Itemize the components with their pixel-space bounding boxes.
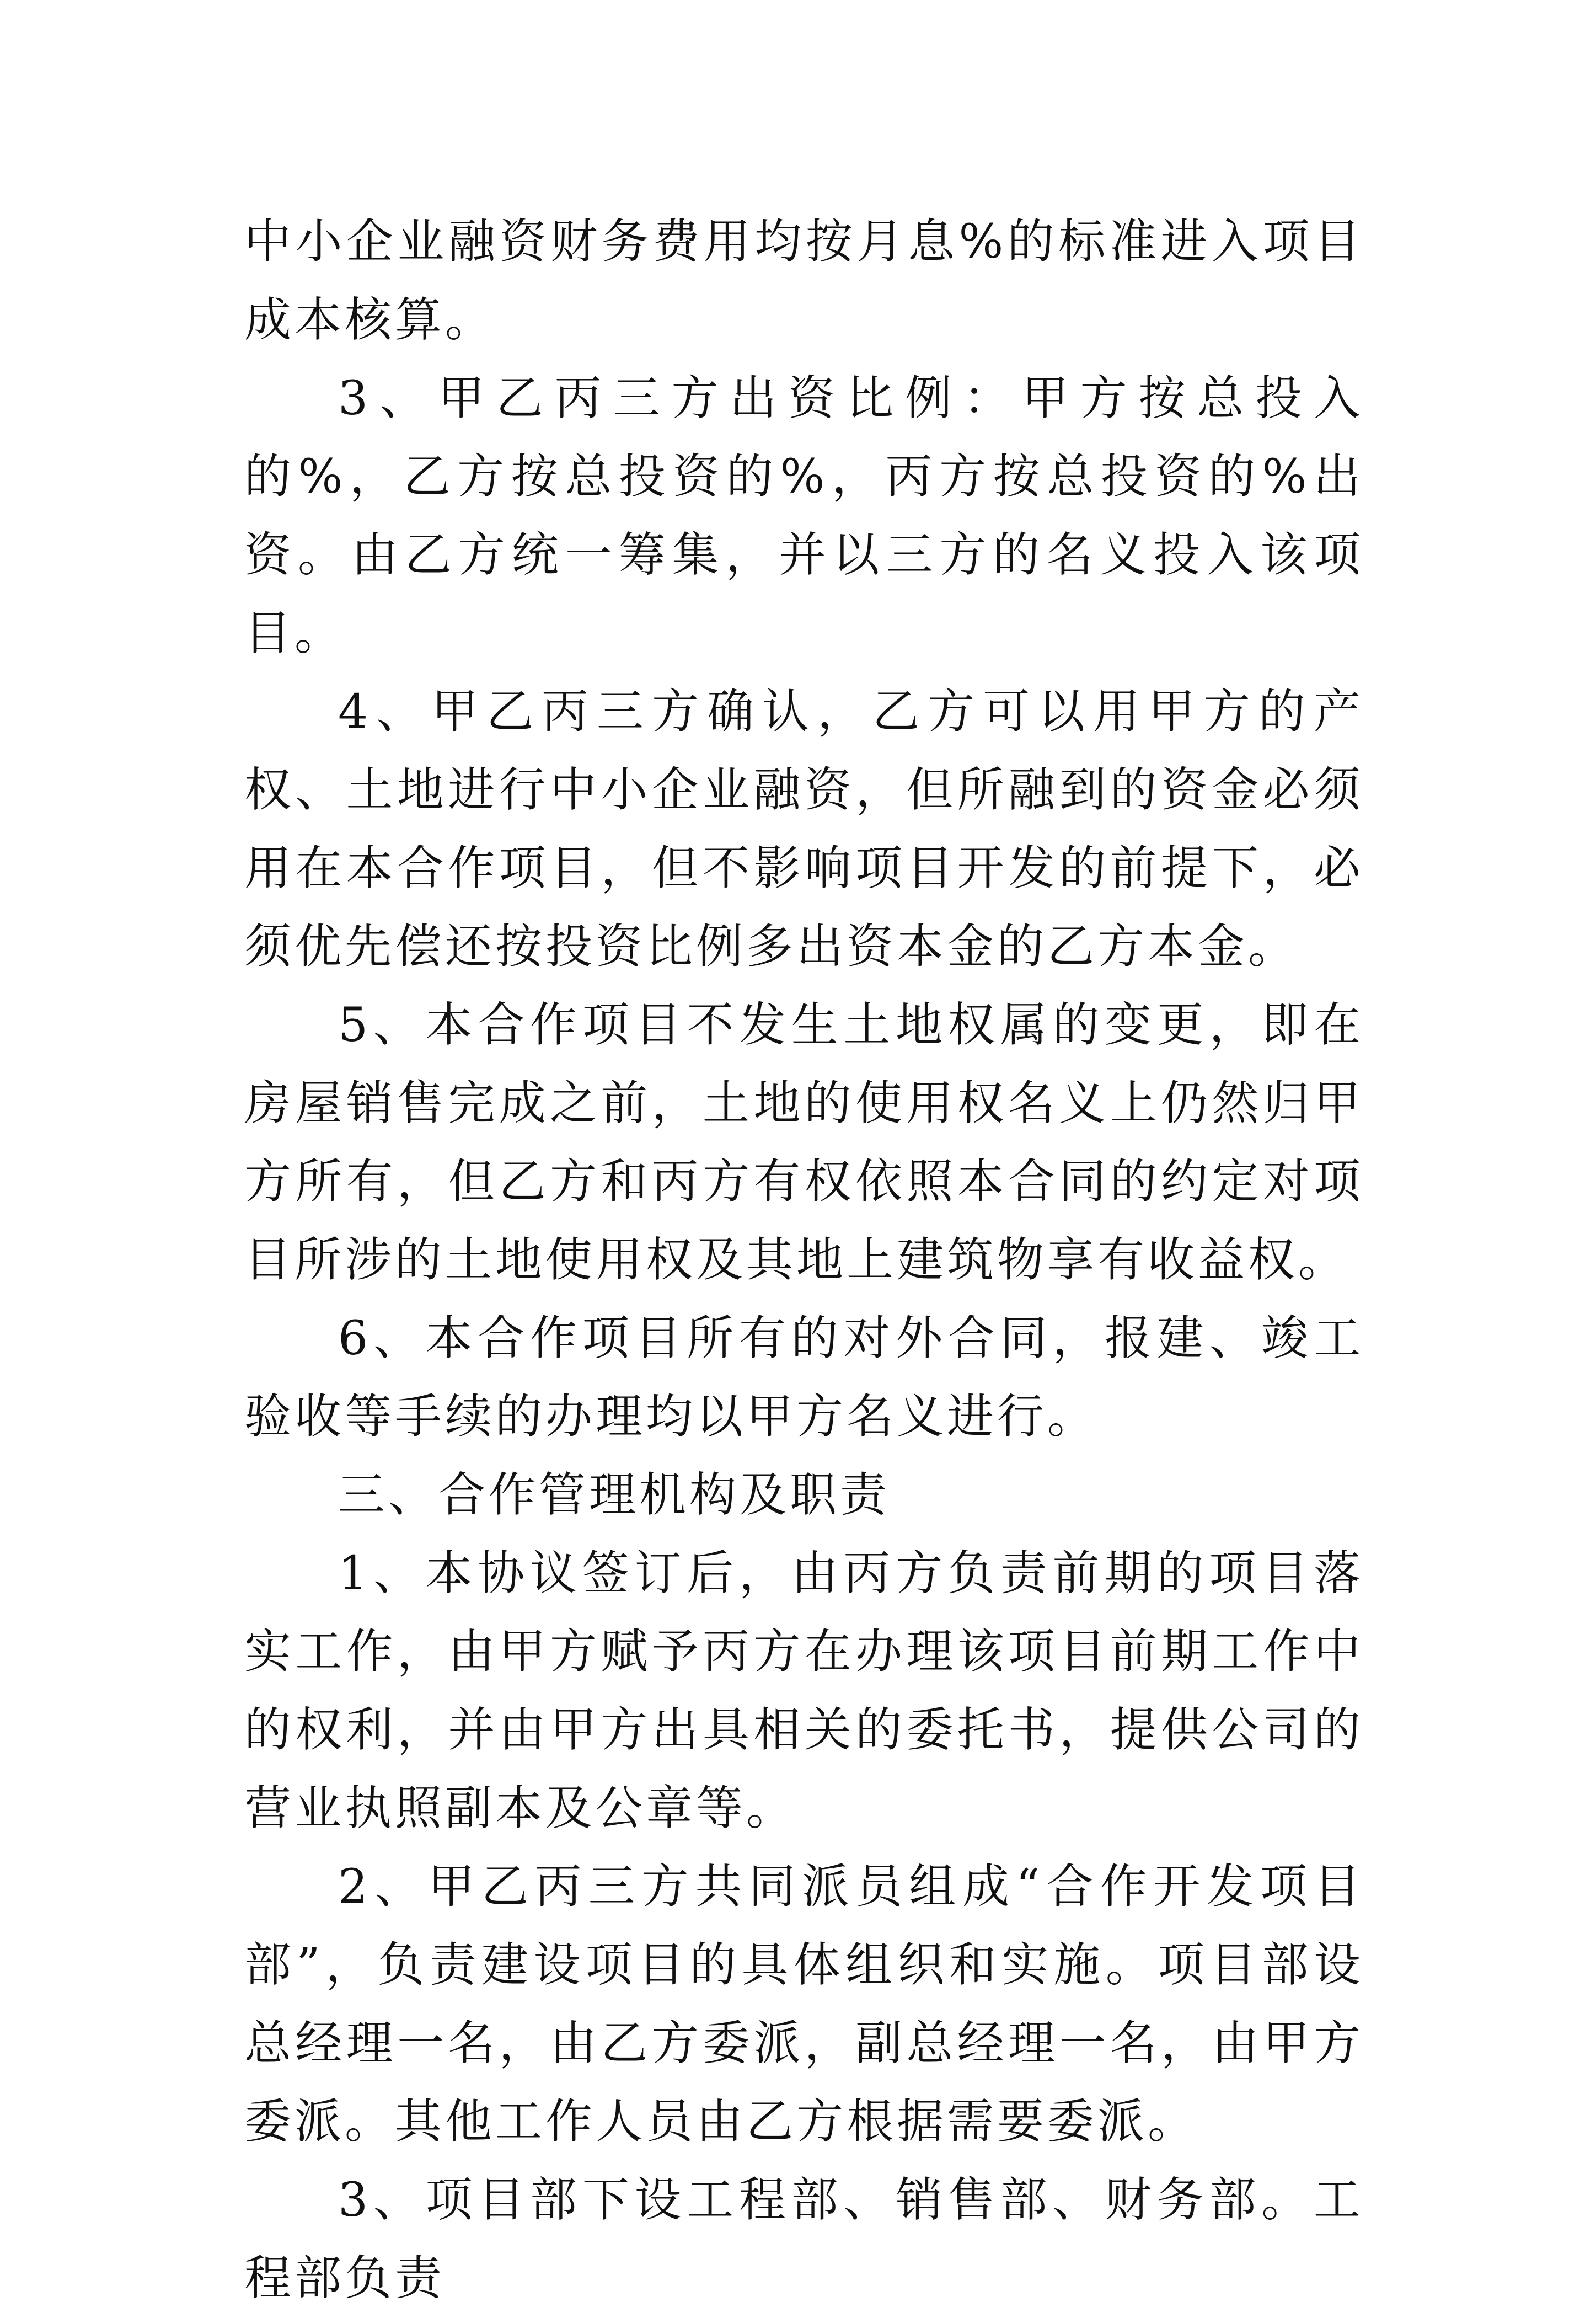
- section-heading-management: 三、合作管理机构及职责: [338, 1468, 891, 1523]
- paragraph-preliminary-work: 1、本协议签订后，由丙方负责前期的项目落实工作，由甲方赋予丙方在办理该项目前期工作中的权利，并由甲方出具相关的委托书，提供公司的营业执照副本及公章等。: [244, 1546, 1364, 1836]
- paragraph-continuation: 中小企业融资财务费用均按月息%的标准进入项目成本核算。: [244, 215, 1364, 348]
- paragraph-contracts: 6、本合作项目所有的对外合同，报建、竣工验收等手续的办理均以甲方名义进行。: [244, 1311, 1364, 1444]
- paragraph-land-rights: 5、本合作项目不发生土地权属的变更，即在房屋销售完成之前，土地的使用权名义上仍然归甲方所有，但乙方和丙方有权依照本合同的约定对项目所涉的土地使用权及其地上建筑物享有收益权。: [244, 998, 1364, 1288]
- paragraph-sub-departments: 3、项目部下设工程部、销售部、财务部。工程部负责: [244, 2173, 1364, 2306]
- document-body: [244, 203, 1364, 2318]
- paragraph-capital-ratio: 3、甲乙丙三方出资比例：甲方按总投入的%，乙方按总投资的%，丙方按总投资的%出资。由乙方统一筹集，并以三方的名义投入该项目。: [244, 371, 1364, 661]
- paragraph-financing: 4、甲乙丙三方确认，乙方可以用甲方的产权、土地进行中小企业融资，但所融到的资金必须用在本合作项目，但不影响项目开发的前提下，必须优先偿还按投资比例多出资本金的乙方本金。: [244, 685, 1364, 974]
- paragraph-project-department: 2、甲乙丙三方共同派员组成“合作开发项目部”，负责建设项目的具体组织和实施。项目部设总经理一名，由乙方委派，副总经理一名，由甲方委派。其他工作人员由乙方根据需要委派。: [244, 1860, 1364, 2149]
